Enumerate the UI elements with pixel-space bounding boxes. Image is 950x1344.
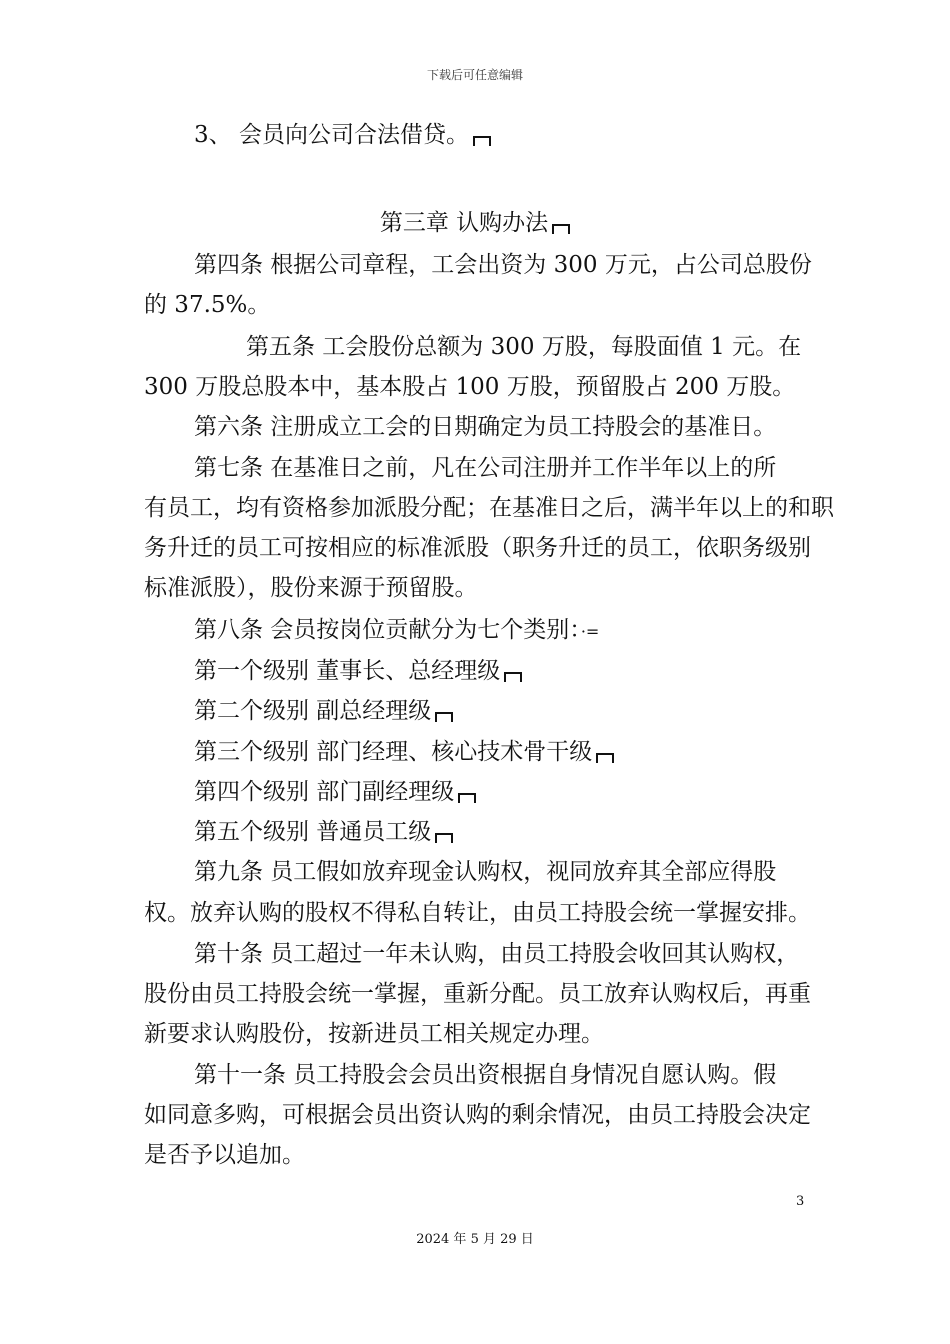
article-9-line-2: 权。放弃认购的股权不得私自转让，由员工持股会统一掌握安排。 bbox=[144, 900, 811, 926]
article-6: 第六条 注册成立工会的日期确定为员工持股会的基准日。 bbox=[194, 414, 777, 440]
footer-date: 2024 年 5 月 29 日 bbox=[416, 1232, 534, 1247]
paragraph-mark-icon bbox=[552, 224, 570, 234]
level-3-text: 第三个级别 部门经理、核心技术骨干级 bbox=[194, 739, 593, 765]
article-8-text: 第八条 会员按岗位贡献分为七个类别： bbox=[194, 617, 581, 643]
article-4-line-2: 的 37.5%。 bbox=[144, 292, 271, 318]
article-8 bbox=[194, 615, 599, 647]
paragraph-mark-icon bbox=[435, 712, 453, 722]
level-5 bbox=[194, 817, 453, 847]
level-2-text: 第二个级别 副总经理级 bbox=[194, 698, 432, 724]
article-8-mark: ·= bbox=[580, 622, 600, 641]
paragraph-mark-icon bbox=[458, 793, 476, 803]
article-7-line-3: 务升迁的员工可按相应的标准派股（职务升迁的员工，依职务级别 bbox=[144, 535, 811, 561]
page-number: 3 bbox=[796, 1194, 805, 1209]
article-11-line-3: 是否予以追加。 bbox=[144, 1142, 305, 1168]
article-5-line-2: 300 万股总股本中，基本股占 100 万股，预留股占 200 万股。 bbox=[144, 374, 796, 400]
article-10-line-1: 第十条 员工超过一年未认购，由员工持股会收回其认购权， bbox=[194, 941, 800, 967]
item-3-text: 3、 会员向公司合法借贷。 bbox=[194, 122, 469, 148]
article-7-line-2: 有员工，均有资格参加派股分配；在基准日之后，满半年以上的和职 bbox=[144, 495, 834, 521]
paragraph-mark-icon bbox=[596, 753, 614, 763]
article-4-line-1: 第四条 根据公司章程，工会出资为 300 万元，占公司总股份 bbox=[194, 252, 812, 278]
level-4-text: 第四个级别 部门副经理级 bbox=[194, 779, 455, 805]
level-1 bbox=[194, 656, 522, 686]
page-header: 下载后可任意编辑 bbox=[426, 68, 523, 82]
paragraph-mark-icon bbox=[504, 672, 522, 682]
article-10-line-3: 新要求认购股份，按新进员工相关规定办理。 bbox=[144, 1021, 604, 1047]
article-11-line-1: 第十一条 员工持股会会员出资根据自身情况自愿认购。假 bbox=[194, 1062, 777, 1088]
article-5-line-1: 第五条 工会股份总额为 300 万股，每股面值 1 元。在 bbox=[246, 334, 802, 360]
item-3 bbox=[194, 120, 491, 150]
article-7-line-4: 标准派股），股份来源于预留股。 bbox=[144, 575, 478, 601]
level-4 bbox=[194, 777, 476, 807]
level-3 bbox=[194, 737, 614, 767]
level-2 bbox=[194, 696, 453, 726]
level-1-text: 第一个级别 董事长、总经理级 bbox=[194, 658, 501, 684]
chapter-title bbox=[0, 208, 950, 238]
article-11-line-2: 如同意多购，可根据会员出资认购的剩余情况，由员工持股会决定 bbox=[144, 1102, 811, 1128]
level-5-text: 第五个级别 普通员工级 bbox=[194, 819, 432, 845]
paragraph-mark-icon bbox=[473, 136, 491, 146]
article-9-line-1: 第九条 员工假如放弃现金认购权，视同放弃其全部应得股 bbox=[194, 859, 777, 885]
article-10-line-2: 股份由员工持股会统一掌握，重新分配。员工放弃认购权后，再重 bbox=[144, 981, 811, 1007]
paragraph-mark-icon bbox=[435, 833, 453, 843]
article-7-line-1: 第七条 在基准日之前，凡在公司注册并工作半年以上的所 bbox=[194, 455, 777, 481]
chapter-title-text: 第三章 认购办法 bbox=[379, 210, 549, 236]
